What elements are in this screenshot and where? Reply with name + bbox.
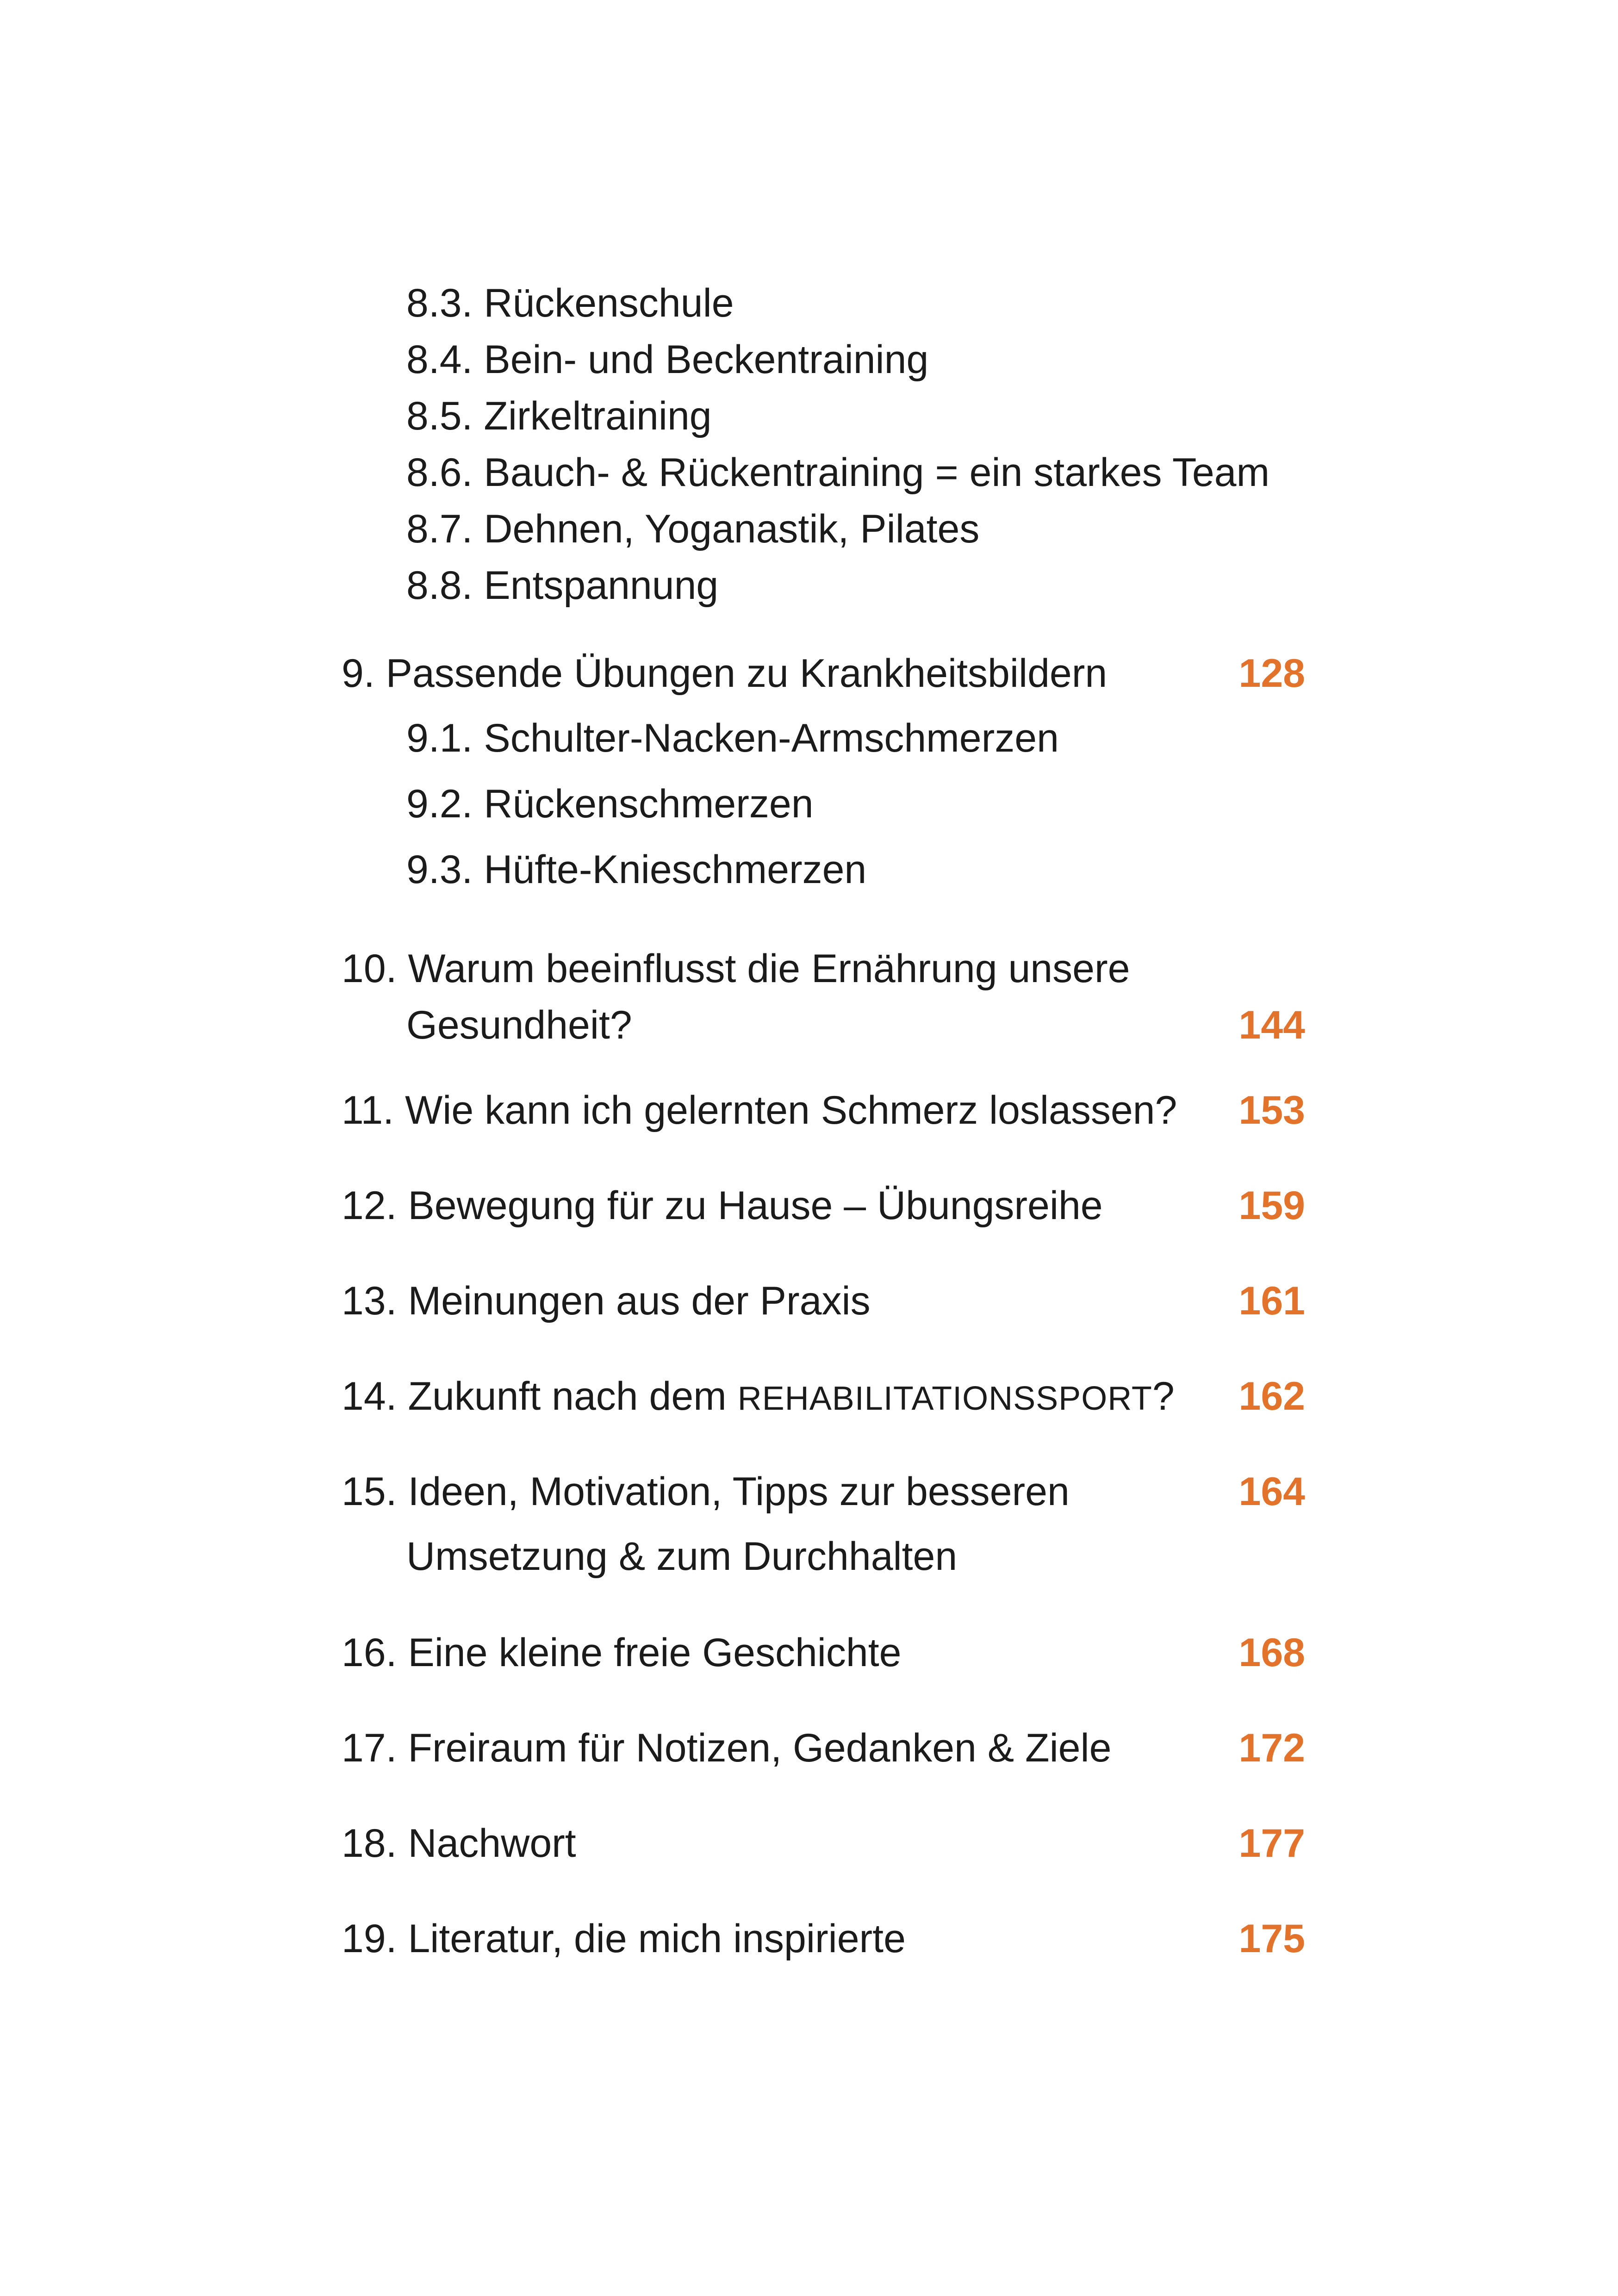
toc-entry-8-5: 8.5. Zirkeltraining xyxy=(406,394,712,438)
page-number-15: 164 xyxy=(1238,1469,1305,1514)
toc-chapter-9: 9. Passende Übungen zu Krankheitsbildern xyxy=(342,651,1108,696)
toc-chapter-12: 12. Bewegung für zu Hause – Übungsreihe xyxy=(342,1183,1103,1228)
page-number-18: 177 xyxy=(1238,1821,1305,1866)
toc-chapter-14 xyxy=(342,1374,1175,1419)
page-number-13: 161 xyxy=(1238,1279,1305,1323)
toc-entry-8-4: 8.4. Bein- und Beckentraining xyxy=(406,337,929,382)
toc-entry-9-1: 9.1. Schulter-Nacken-Armschmerzen xyxy=(406,716,1059,760)
page-number-11: 153 xyxy=(1238,1088,1305,1132)
toc-entry-8-3: 8.3. Rückenschule xyxy=(406,281,734,325)
toc-chapter-18: 18. Nachwort xyxy=(342,1821,576,1866)
toc-chapter-14-prefix: 14. Zukunft nach dem xyxy=(342,1374,738,1419)
toc-chapter-14-smallcaps: REHABILITATIONSSPORT xyxy=(737,1380,1152,1417)
toc-chapter-14-suffix: ? xyxy=(1152,1374,1175,1419)
toc-chapter-17: 17. Freiraum für Notizen, Gedanken & Ziele xyxy=(342,1726,1112,1770)
toc-chapter-10-line2: Gesundheit? xyxy=(406,1003,632,1047)
toc-chapter-10-line1: 10. Warum beeinflusst die Ernährung unsere xyxy=(342,946,1130,991)
toc-chapter-15-line2: Umsetzung & zum Durchhalten xyxy=(406,1534,958,1579)
toc-entry-8-6: 8.6. Bauch- & Rückentraining = ein starkes Team xyxy=(406,450,1270,495)
toc-chapter-11: 11. Wie kann ich gelernten Schmerz loslassen? xyxy=(342,1088,1177,1132)
toc-entry-9-2: 9.2. Rückenschmerzen xyxy=(406,782,814,826)
page-number-14: 162 xyxy=(1238,1374,1305,1419)
toc-entry-8-7: 8.7. Dehnen, Yoganastik, Pilates xyxy=(406,507,980,551)
toc-chapter-13: 13. Meinungen aus der Praxis xyxy=(342,1279,871,1323)
toc-chapter-16: 16. Eine kleine freie Geschichte xyxy=(342,1630,902,1675)
page-number-19: 175 xyxy=(1238,1916,1305,1961)
page-number-9: 128 xyxy=(1238,651,1305,696)
page-number-12: 159 xyxy=(1238,1183,1305,1228)
toc-entry-9-3: 9.3. Hüfte-Knieschmerzen xyxy=(406,847,867,892)
toc-chapter-19: 19. Literatur, die mich inspirierte xyxy=(342,1916,906,1961)
page-number-17: 172 xyxy=(1238,1726,1305,1770)
toc-entry-8-8: 8.8. Entspannung xyxy=(406,563,719,608)
toc-chapter-15-line1: 15. Ideen, Motivation, Tipps zur besseren xyxy=(342,1469,1070,1514)
page-number-16: 168 xyxy=(1238,1630,1305,1675)
page-number-10: 144 xyxy=(1238,1003,1305,1047)
